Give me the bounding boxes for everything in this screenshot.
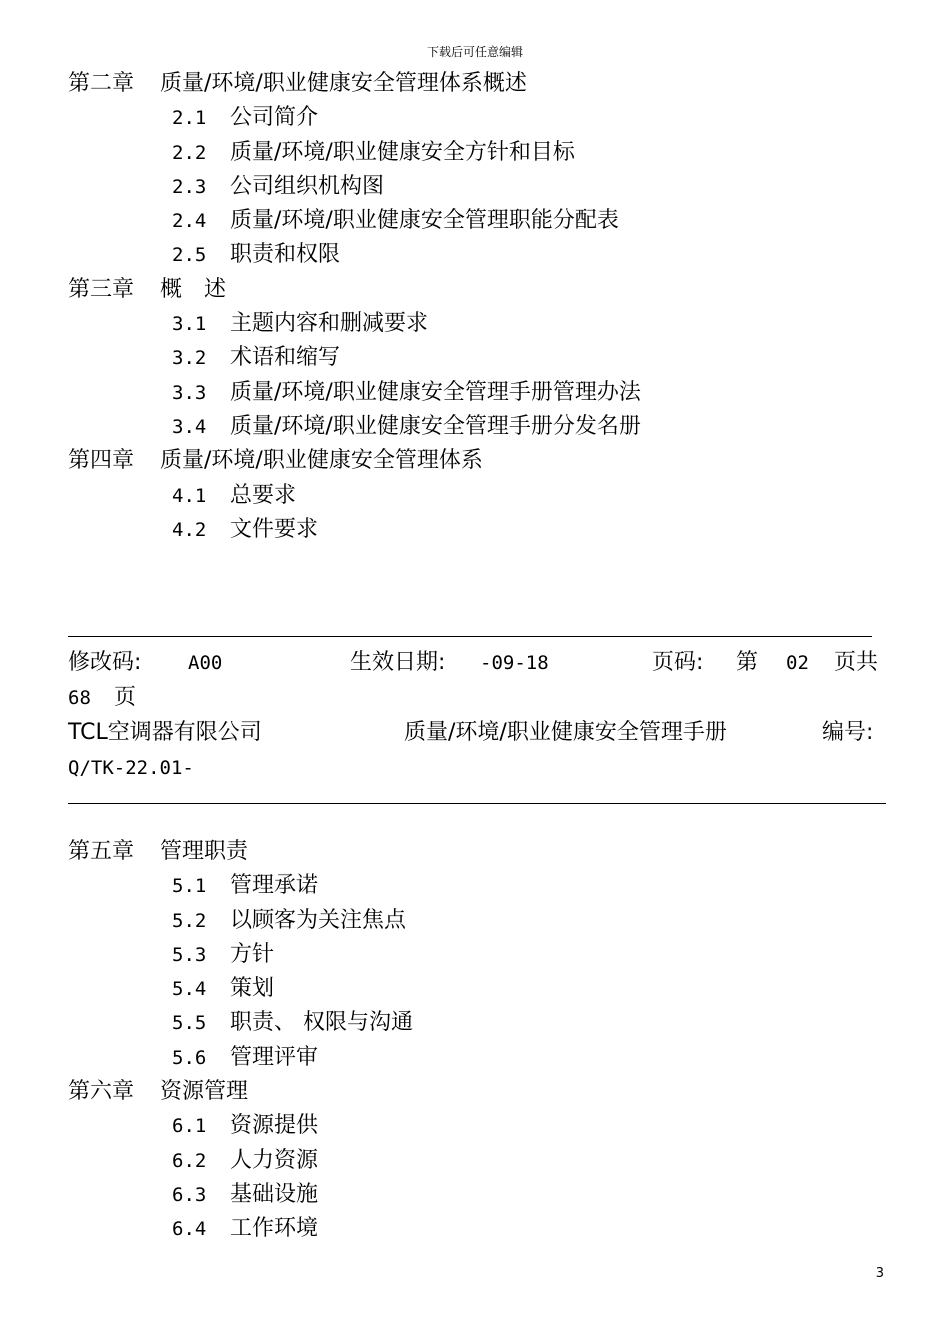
section-title: 质量/环境/职业健康安全方针和目标 xyxy=(230,139,575,165)
chapter-number: 第六章 xyxy=(68,1079,135,1105)
section-title: 人力资源 xyxy=(230,1147,319,1173)
section-title: 以顾客为关注焦点 xyxy=(230,907,407,933)
section-title: 术语和缩写 xyxy=(230,345,341,371)
chapter-title: 资源管理 xyxy=(160,1079,249,1105)
toc-chapter xyxy=(68,444,908,478)
section-title: 主题内容和删减要求 xyxy=(230,311,429,337)
document-code-value: Q/TK-22.01- xyxy=(68,757,194,779)
section-number: 6.4 xyxy=(172,1218,207,1241)
header-code-row xyxy=(68,751,888,785)
chapter-number: 第五章 xyxy=(68,839,135,864)
toc-chapter xyxy=(68,1075,908,1109)
watermark-text: 下载后可任意编辑 xyxy=(426,45,523,59)
toc-section xyxy=(68,1041,908,1075)
section-title: 资源提供 xyxy=(230,1113,319,1139)
section-number: 3.1 xyxy=(172,313,207,336)
page-suffix: 页 xyxy=(114,685,137,710)
section-number: 5.3 xyxy=(172,943,207,966)
section-number: 2.3 xyxy=(172,175,207,198)
section-title: 管理评审 xyxy=(230,1044,319,1070)
chapter-title: 质量/环境/职业健康安全管理体系概述 xyxy=(160,71,527,96)
section-number: 5.5 xyxy=(172,1012,207,1035)
section-number: 5.4 xyxy=(172,978,207,1001)
toc-section xyxy=(68,341,908,375)
section-number: 2.1 xyxy=(172,107,207,130)
toc-section xyxy=(68,136,908,170)
toc-section xyxy=(68,513,908,547)
section-number: 4.1 xyxy=(172,484,207,507)
toc-section xyxy=(68,1006,908,1040)
section-title: 职责、 权限与沟通 xyxy=(230,1010,413,1036)
toc-section xyxy=(68,869,908,903)
revision-value: A00 xyxy=(188,652,223,674)
toc-section xyxy=(68,479,908,513)
toc-section xyxy=(68,938,908,972)
page-current: 02 xyxy=(786,652,809,674)
toc-section xyxy=(68,1109,908,1143)
toc-section xyxy=(68,1178,908,1212)
chapter-title: 管理职责 xyxy=(160,839,249,864)
effective-date-label: 生效日期: xyxy=(350,650,446,675)
header-divider xyxy=(68,803,886,804)
document-code-label: 编号: xyxy=(822,720,874,745)
section-number: 5.1 xyxy=(172,875,207,898)
toc-section xyxy=(68,904,908,938)
section-number: 2.5 xyxy=(172,244,207,267)
page-label: 页码: xyxy=(652,650,704,675)
section-number: 4.2 xyxy=(172,518,207,541)
chapter-number: 第四章 xyxy=(68,448,135,474)
header-company-row xyxy=(68,716,888,750)
toc-section xyxy=(68,307,908,341)
toc-chapter xyxy=(68,273,908,307)
section-title: 工作环境 xyxy=(230,1216,319,1242)
toc-list-bottom xyxy=(68,835,908,1247)
toc-section xyxy=(68,170,908,204)
section-title: 公司组织机构图 xyxy=(230,173,385,199)
section-number: 6.2 xyxy=(172,1149,207,1172)
section-title: 管理承诺 xyxy=(230,873,319,899)
section-number: 3.2 xyxy=(172,347,207,370)
toc-section xyxy=(68,1144,908,1178)
section-title: 总要求 xyxy=(230,482,297,508)
page-total-prefix: 页共 xyxy=(834,650,879,675)
toc-chapter xyxy=(68,835,908,869)
toc-chapter xyxy=(68,67,908,101)
section-number: 2.4 xyxy=(172,210,207,233)
toc-section xyxy=(68,1212,908,1246)
section-number: 6.3 xyxy=(172,1183,207,1206)
section-title: 基础设施 xyxy=(230,1181,319,1207)
page-prefix: 第 xyxy=(736,650,759,675)
revision-label: 修改码: xyxy=(68,650,142,675)
section-number: 5.6 xyxy=(172,1046,207,1069)
section-title: 质量/环境/职业健康安全管理职能分配表 xyxy=(230,208,619,234)
section-title: 策划 xyxy=(230,976,275,1002)
toc-section xyxy=(68,238,908,272)
toc-section xyxy=(68,972,908,1006)
toc-section xyxy=(68,376,908,410)
section-number: 3.3 xyxy=(172,381,207,404)
section-title: 质量/环境/职业健康安全管理手册分发名册 xyxy=(230,413,641,439)
chapter-title: 质量/环境/职业健康安全管理体系 xyxy=(160,448,483,474)
chapter-number: 第二章 xyxy=(68,71,135,96)
section-title: 质量/环境/职业健康安全管理手册管理办法 xyxy=(230,379,641,405)
chapter-title: 概 述 xyxy=(160,276,227,302)
section-number: 3.4 xyxy=(172,415,207,438)
manual-title: 质量/环境/职业健康安全管理手册 xyxy=(404,720,727,745)
toc-section xyxy=(68,101,908,135)
section-title: 方针 xyxy=(230,941,275,967)
toc-section xyxy=(68,204,908,238)
chapter-number: 第三章 xyxy=(68,276,135,302)
section-number: 2.2 xyxy=(172,141,207,164)
section-number: 6.1 xyxy=(172,1115,207,1138)
section-number: 5.2 xyxy=(172,909,207,932)
page-total: 68 xyxy=(68,687,91,709)
page-number: 3 xyxy=(875,1266,884,1281)
footer-divider xyxy=(68,636,872,637)
toc-list-top xyxy=(68,67,908,547)
effective-date-value: -09-18 xyxy=(480,652,549,674)
section-title: 公司简介 xyxy=(230,105,319,131)
footer-revision-row xyxy=(68,646,888,680)
footer-total-row xyxy=(68,681,888,715)
toc-section xyxy=(68,410,908,444)
section-title: 职责和权限 xyxy=(230,242,341,268)
section-title: 文件要求 xyxy=(230,516,319,542)
company-name: TCL空调器有限公司 xyxy=(68,720,262,745)
